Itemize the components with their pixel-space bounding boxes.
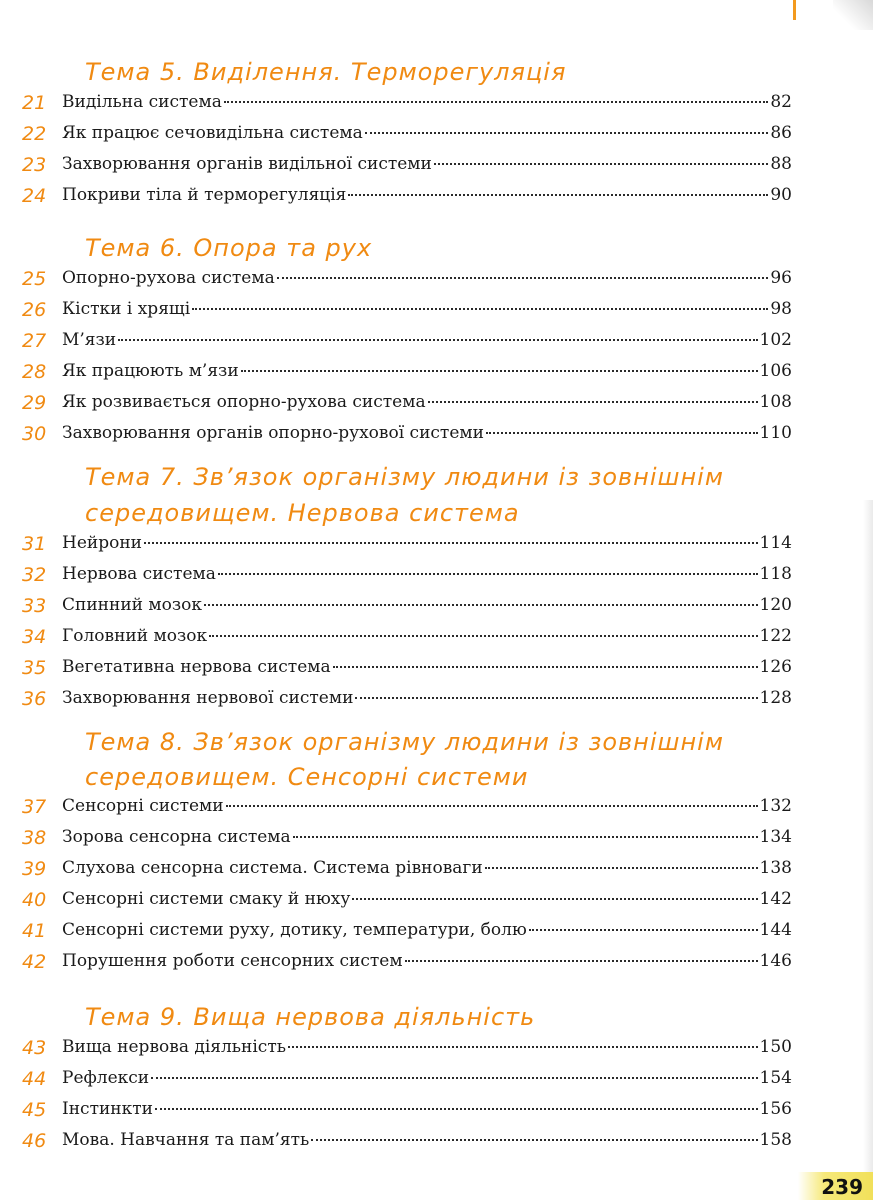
lesson-number: 22 — [22, 123, 47, 145]
lesson-title: Слухова сенсорна система. Система рівноваги — [62, 858, 483, 878]
toc-entry[interactable] — [0, 154, 873, 185]
lesson-page: 114 — [759, 533, 792, 553]
dot-leader — [529, 929, 758, 931]
topic-title: Тема 7. Зв’язок організму людини із зовнішнім — [85, 463, 724, 491]
lesson-title: Сенсорні системи руху, дотику, температури, болю — [62, 920, 527, 940]
toc-entry[interactable] — [0, 268, 873, 299]
lesson-number: 39 — [22, 858, 47, 880]
toc-entry[interactable] — [0, 858, 873, 889]
lesson-title: Видільна система — [62, 92, 222, 112]
toc-entry-line — [62, 1099, 792, 1119]
dot-leader — [226, 805, 758, 807]
lesson-title: Спинний мозок — [62, 595, 202, 615]
lesson-number: 28 — [22, 361, 47, 383]
toc-entry-line — [62, 1130, 792, 1150]
toc-entry-line — [62, 92, 792, 112]
lesson-number: 36 — [22, 688, 47, 710]
dot-leader — [204, 604, 758, 606]
lesson-page: 88 — [770, 154, 792, 174]
lesson-title: Опорно-рухова система — [62, 268, 275, 288]
lesson-number: 25 — [22, 268, 47, 290]
lesson-page: 96 — [770, 268, 792, 288]
lesson-title: Кістки і хрящі — [62, 299, 191, 319]
toc-entry[interactable] — [0, 595, 873, 626]
lesson-page: 144 — [759, 920, 792, 940]
lesson-page: 142 — [759, 889, 792, 909]
lesson-title: Нервова система — [62, 564, 216, 584]
toc-entry-line — [62, 299, 792, 319]
toc-entry[interactable] — [0, 796, 873, 827]
toc-entry[interactable] — [0, 185, 873, 216]
toc-entry[interactable] — [0, 1099, 873, 1130]
toc-entry-line — [62, 564, 792, 584]
lesson-title: Сенсорні системи смаку й нюху — [62, 889, 351, 909]
dot-leader — [428, 401, 758, 403]
lesson-number: 46 — [22, 1130, 47, 1152]
toc-entry[interactable] — [0, 92, 873, 123]
lesson-number: 30 — [22, 423, 47, 445]
toc-entry-line — [62, 185, 792, 205]
toc-entry-line — [62, 1037, 792, 1057]
toc-entry[interactable] — [0, 920, 873, 951]
dot-leader — [192, 308, 768, 310]
lesson-number: 21 — [22, 92, 47, 114]
lesson-page: 106 — [759, 361, 792, 381]
toc-entry[interactable] — [0, 299, 873, 330]
lesson-title: Як розвивається опорно-рухова система — [62, 392, 426, 412]
toc-entry-line — [62, 154, 792, 174]
toc-entry-line — [62, 392, 792, 412]
lesson-title: М’язи — [62, 330, 117, 350]
lesson-title: Як працює сечовидільна система — [62, 123, 363, 143]
toc-entry[interactable] — [0, 626, 873, 657]
dot-leader — [365, 132, 769, 134]
lesson-page: 150 — [759, 1037, 792, 1057]
toc-entry[interactable] — [0, 392, 873, 423]
page-number-badge — [798, 1172, 873, 1200]
dot-leader — [209, 635, 757, 637]
toc-entry[interactable] — [0, 889, 873, 920]
lesson-page: 132 — [759, 796, 792, 816]
dot-leader — [118, 339, 757, 341]
lesson-number: 32 — [22, 564, 47, 586]
topic-title: середовищем. Нервова система — [85, 499, 520, 527]
lesson-number: 35 — [22, 657, 47, 679]
dot-leader — [485, 867, 758, 869]
lesson-title: Покриви тіла й терморегуляція — [62, 185, 347, 205]
dot-leader — [486, 432, 758, 434]
lesson-page: 118 — [759, 564, 792, 584]
toc-entry-line — [62, 796, 792, 816]
lesson-number: 45 — [22, 1099, 47, 1121]
lesson-title: Головний мозок — [62, 626, 208, 646]
lesson-title: Захворювання органів опорно-рухової системи — [62, 423, 484, 443]
lesson-page: 126 — [759, 657, 792, 677]
lesson-title: Захворювання нервової системи — [62, 688, 354, 708]
topic-title: середовищем. Сенсорні системи — [85, 763, 529, 791]
toc-entry-line — [62, 951, 792, 971]
toc-entry[interactable] — [0, 1037, 873, 1068]
dot-leader — [144, 542, 758, 544]
toc-entry[interactable] — [0, 1130, 873, 1161]
toc-entry-line — [62, 626, 792, 646]
toc-entry[interactable] — [0, 330, 873, 361]
toc-entry-line — [62, 533, 792, 553]
lesson-number: 43 — [22, 1037, 47, 1059]
dot-leader — [155, 1108, 758, 1110]
lesson-title: Як працюють м’язи — [62, 361, 239, 381]
lesson-title: Сенсорні системи — [62, 796, 224, 816]
toc-entry[interactable] — [0, 1068, 873, 1099]
dot-leader — [348, 194, 768, 196]
lesson-title: Вегетативна нервова система — [62, 657, 331, 677]
lesson-page: 138 — [759, 858, 792, 878]
topic-title: Тема 5. Виділення. Терморегуляція — [85, 58, 567, 86]
lesson-page: 122 — [759, 626, 792, 646]
lesson-page: 158 — [759, 1130, 792, 1150]
toc-entry[interactable] — [0, 951, 873, 982]
lesson-title: Мова. Навчання та пам’ять — [62, 1130, 310, 1150]
toc-entry[interactable] — [0, 827, 873, 858]
topic-title: Тема 8. Зв’язок організму людини із зовнішнім — [85, 728, 724, 756]
lesson-number: 33 — [22, 595, 47, 617]
lesson-number: 24 — [22, 185, 47, 207]
lesson-number: 27 — [22, 330, 47, 352]
dot-leader — [218, 573, 758, 575]
dot-leader — [151, 1077, 757, 1079]
dot-leader — [355, 697, 757, 699]
toc-entry[interactable] — [0, 564, 873, 595]
toc-entry[interactable] — [0, 533, 873, 564]
dot-leader — [333, 666, 758, 668]
toc-entry-line — [62, 688, 792, 708]
toc-entry[interactable] — [0, 361, 873, 392]
lesson-page: 82 — [770, 92, 792, 112]
dot-leader — [405, 960, 758, 962]
lesson-number: 26 — [22, 299, 47, 321]
dot-leader — [311, 1139, 757, 1141]
lesson-page: 156 — [759, 1099, 792, 1119]
dot-leader — [277, 277, 769, 279]
lesson-title: Нейрони — [62, 533, 142, 553]
toc-entry-line — [62, 423, 792, 443]
lesson-page: 108 — [759, 392, 792, 412]
page-number: 239 — [821, 1175, 863, 1199]
toc-entry-line — [62, 268, 792, 288]
lesson-title: Вища нервова діяльність — [62, 1037, 286, 1057]
toc-entry-line — [62, 657, 792, 677]
lesson-number: 44 — [22, 1068, 47, 1090]
lesson-page: 98 — [770, 299, 792, 319]
lesson-number: 41 — [22, 920, 47, 942]
lesson-page: 134 — [759, 827, 792, 847]
lesson-number: 40 — [22, 889, 47, 911]
lesson-number: 42 — [22, 951, 47, 973]
lesson-page: 102 — [759, 330, 792, 350]
dot-leader — [293, 836, 758, 838]
lesson-number: 34 — [22, 626, 47, 648]
top-orange-mark — [793, 0, 796, 20]
lesson-page: 110 — [759, 423, 792, 443]
lesson-page: 146 — [759, 951, 792, 971]
toc-entry-line — [62, 827, 792, 847]
page-corner-shadow — [833, 0, 873, 30]
toc-entry-line — [62, 889, 792, 909]
lesson-title: Рефлекси — [62, 1068, 150, 1088]
lesson-title: Порушення роботи сенсорних систем — [62, 951, 403, 971]
toc-entry-line — [62, 1068, 792, 1088]
lesson-title: Захворювання органів видільної системи — [62, 154, 432, 174]
dot-leader — [352, 898, 757, 900]
dot-leader — [434, 163, 769, 165]
topic-title: Тема 9. Вища нервова діяльність — [85, 1003, 536, 1031]
toc-entry-line — [62, 920, 792, 940]
toc-entry-line — [62, 595, 792, 615]
dot-leader — [241, 370, 758, 372]
toc-entry-line — [62, 123, 792, 143]
toc-entry-line — [62, 858, 792, 878]
toc-entry[interactable] — [0, 423, 873, 454]
lesson-page: 154 — [759, 1068, 792, 1088]
lesson-number: 38 — [22, 827, 47, 849]
lesson-number: 23 — [22, 154, 47, 176]
lesson-page: 90 — [770, 185, 792, 205]
toc-entry-line — [62, 330, 792, 350]
lesson-page: 86 — [770, 123, 792, 143]
topic-title: Тема 6. Опора та рух — [85, 234, 373, 262]
lesson-number: 29 — [22, 392, 47, 414]
toc-entry[interactable] — [0, 657, 873, 688]
lesson-title: Інстинкти — [62, 1099, 153, 1119]
dot-leader — [224, 101, 769, 103]
toc-entry[interactable] — [0, 123, 873, 154]
toc-entry-line — [62, 361, 792, 381]
lesson-page: 120 — [759, 595, 792, 615]
dot-leader — [288, 1046, 758, 1048]
lesson-number: 31 — [22, 533, 47, 555]
lesson-page: 128 — [759, 688, 792, 708]
lesson-title: Зорова сенсорна система — [62, 827, 291, 847]
lesson-number: 37 — [22, 796, 47, 818]
toc-entry[interactable] — [0, 688, 873, 719]
